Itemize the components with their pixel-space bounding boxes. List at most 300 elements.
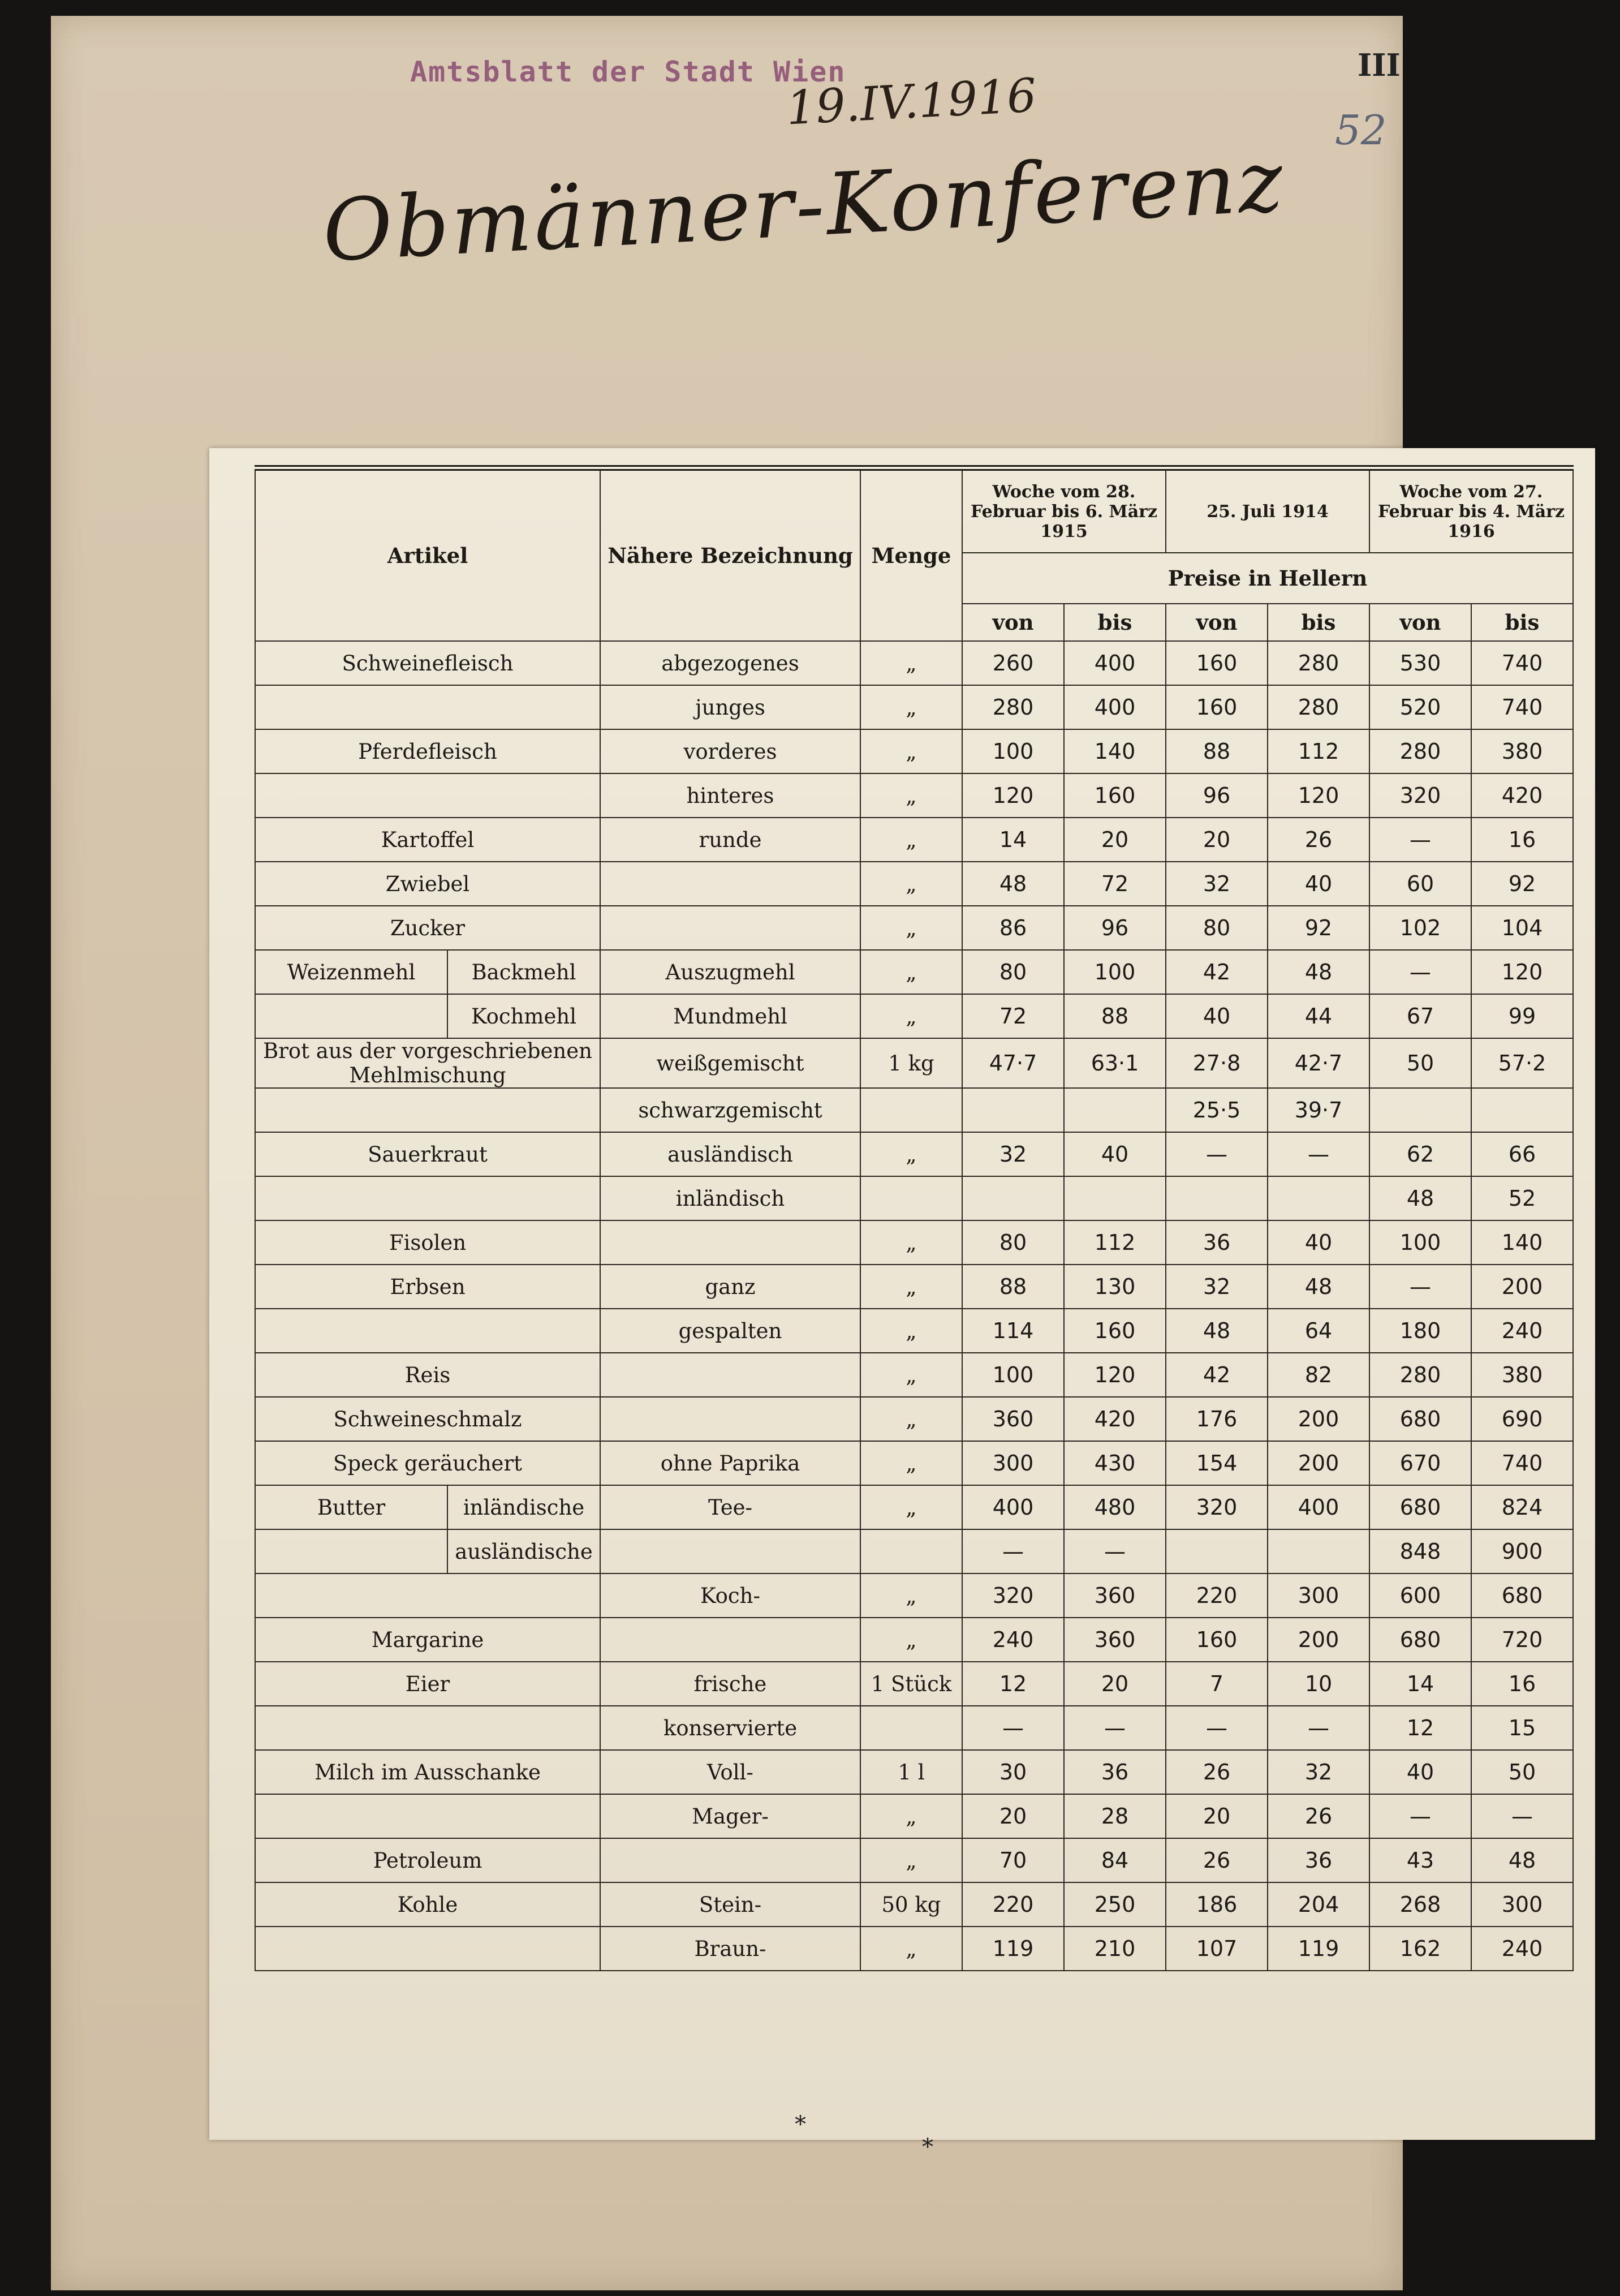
price-cell: — bbox=[962, 1529, 1064, 1573]
menge-cell: „ bbox=[860, 1397, 962, 1441]
price-cell: 27·8 bbox=[1166, 1038, 1268, 1088]
table-row bbox=[255, 1794, 1573, 1838]
table-row bbox=[255, 1618, 1573, 1662]
price-cell: 67 bbox=[1369, 994, 1471, 1038]
price-cell: 740 bbox=[1471, 685, 1573, 729]
price-cell: 96 bbox=[1064, 906, 1166, 950]
table-row bbox=[255, 1038, 1573, 1088]
price-cell: 119 bbox=[962, 1927, 1064, 1971]
artikel-cell: Weizenmehl bbox=[255, 950, 447, 994]
price-cell: 60 bbox=[1369, 862, 1471, 906]
artikel-cell: Erbsen bbox=[255, 1265, 600, 1309]
menge-cell: „ bbox=[860, 1265, 962, 1309]
price-cell: 36 bbox=[1064, 1750, 1166, 1794]
price-cell: 32 bbox=[1166, 1265, 1268, 1309]
price-cell: 300 bbox=[1268, 1573, 1369, 1618]
price-cell: 200 bbox=[1268, 1618, 1369, 1662]
price-cell: 420 bbox=[1064, 1397, 1166, 1441]
bezeichnung-cell bbox=[600, 1220, 860, 1265]
price-cell: 160 bbox=[1166, 1618, 1268, 1662]
price-cell: 92 bbox=[1471, 862, 1573, 906]
table-row bbox=[255, 1485, 1573, 1529]
artikel-cell bbox=[255, 1529, 447, 1573]
price-cell: 720 bbox=[1471, 1618, 1573, 1662]
price-cell: 680 bbox=[1369, 1618, 1471, 1662]
table-row bbox=[255, 1750, 1573, 1794]
price-cell bbox=[1064, 1176, 1166, 1220]
menge-cell: „ bbox=[860, 862, 962, 906]
bezeichnung-cell: Braun- bbox=[600, 1927, 860, 1971]
menge-cell: „ bbox=[860, 1618, 962, 1662]
price-cell: 180 bbox=[1369, 1309, 1471, 1353]
menge-cell: 1 kg bbox=[860, 1038, 962, 1088]
price-cell: — bbox=[1471, 1794, 1573, 1838]
menge-cell: 1 l bbox=[860, 1750, 962, 1794]
price-cell: 47·7 bbox=[962, 1038, 1064, 1088]
price-cell: 40 bbox=[1064, 1132, 1166, 1176]
header-menge: Menge bbox=[860, 468, 962, 641]
artikel-cell: Butter bbox=[255, 1485, 447, 1529]
price-table-body bbox=[255, 641, 1573, 1971]
artikel-cell bbox=[255, 994, 447, 1038]
artikel-cell: Sauerkraut bbox=[255, 1132, 600, 1176]
price-cell: — bbox=[1166, 1706, 1268, 1750]
bezeichnung-cell bbox=[600, 1838, 860, 1882]
price-cell: 360 bbox=[962, 1397, 1064, 1441]
price-cell: 25·5 bbox=[1166, 1088, 1268, 1132]
price-cell: 12 bbox=[962, 1662, 1064, 1706]
menge-cell: „ bbox=[860, 1838, 962, 1882]
page-number: 52 bbox=[1335, 106, 1387, 154]
price-cell: 63·1 bbox=[1064, 1038, 1166, 1088]
price-cell: 48 bbox=[962, 862, 1064, 906]
table-row bbox=[255, 1088, 1573, 1132]
table-row bbox=[255, 862, 1573, 906]
bezeichnung-cell: Voll- bbox=[600, 1750, 860, 1794]
price-cell: 26 bbox=[1166, 1838, 1268, 1882]
price-cell: 154 bbox=[1166, 1441, 1268, 1485]
price-cell: 160 bbox=[1166, 685, 1268, 729]
table-row bbox=[255, 1573, 1573, 1618]
price-cell: 32 bbox=[962, 1132, 1064, 1176]
sub-artikel-cell: inländische bbox=[447, 1485, 600, 1529]
price-cell: 480 bbox=[1064, 1485, 1166, 1529]
artikel-cell bbox=[255, 773, 600, 818]
price-cell: 43 bbox=[1369, 1838, 1471, 1882]
price-cell: 20 bbox=[1064, 1662, 1166, 1706]
sub-artikel-cell: ausländische bbox=[447, 1529, 600, 1573]
price-cell: 600 bbox=[1369, 1573, 1471, 1618]
price-cell: 240 bbox=[962, 1618, 1064, 1662]
price-cell: 42 bbox=[1166, 1353, 1268, 1397]
artikel-cell: Schweineschmalz bbox=[255, 1397, 600, 1441]
price-cell: 40 bbox=[1369, 1750, 1471, 1794]
table-row bbox=[255, 1838, 1573, 1882]
artikel-cell: Eier bbox=[255, 1662, 600, 1706]
table-row bbox=[255, 1397, 1573, 1441]
price-cell: 186 bbox=[1166, 1882, 1268, 1927]
price-cell: 240 bbox=[1471, 1309, 1573, 1353]
bezeichnung-cell: vorderes bbox=[600, 729, 860, 773]
price-cell: 104 bbox=[1471, 906, 1573, 950]
price-cell: 380 bbox=[1471, 1353, 1573, 1397]
price-cell: 220 bbox=[962, 1882, 1064, 1927]
bezeichnung-cell bbox=[600, 906, 860, 950]
price-cell: 420 bbox=[1471, 773, 1573, 818]
price-cell: 824 bbox=[1471, 1485, 1573, 1529]
table-row bbox=[255, 950, 1573, 994]
price-cell bbox=[1166, 1176, 1268, 1220]
price-cell: 40 bbox=[1268, 862, 1369, 906]
price-cell: 28 bbox=[1064, 1794, 1166, 1838]
header-artikel: Artikel bbox=[255, 468, 600, 641]
header-bis: bis bbox=[1064, 604, 1166, 641]
price-cell: 680 bbox=[1471, 1573, 1573, 1618]
price-cell: — bbox=[1166, 1132, 1268, 1176]
menge-cell: „ bbox=[860, 1309, 962, 1353]
price-cell bbox=[1166, 1529, 1268, 1573]
price-cell: 400 bbox=[1064, 641, 1166, 685]
bezeichnung-cell: junges bbox=[600, 685, 860, 729]
price-cell: 120 bbox=[1064, 1353, 1166, 1397]
price-cell: 44 bbox=[1268, 994, 1369, 1038]
price-cell: 70 bbox=[962, 1838, 1064, 1882]
bezeichnung-cell bbox=[600, 1353, 860, 1397]
price-cell: 102 bbox=[1369, 906, 1471, 950]
menge-cell: 1 Stück bbox=[860, 1662, 962, 1706]
menge-cell: „ bbox=[860, 1132, 962, 1176]
price-cell: — bbox=[1268, 1132, 1369, 1176]
price-cell: 690 bbox=[1471, 1397, 1573, 1441]
price-cell: 88 bbox=[1064, 994, 1166, 1038]
price-cell: 57·2 bbox=[1471, 1038, 1573, 1088]
header-bis: bis bbox=[1471, 604, 1573, 641]
price-cell: 300 bbox=[962, 1441, 1064, 1485]
table-row bbox=[255, 1927, 1573, 1971]
menge-cell: „ bbox=[860, 1485, 962, 1529]
price-cell: — bbox=[1268, 1706, 1369, 1750]
menge-cell: „ bbox=[860, 950, 962, 994]
price-cell: 82 bbox=[1268, 1353, 1369, 1397]
price-cell: 320 bbox=[1166, 1485, 1268, 1529]
price-cell: 120 bbox=[962, 773, 1064, 818]
price-cell: 400 bbox=[1268, 1485, 1369, 1529]
price-cell: 120 bbox=[1268, 773, 1369, 818]
table-row bbox=[255, 906, 1573, 950]
table-row bbox=[255, 1882, 1573, 1927]
price-cell: 280 bbox=[962, 685, 1064, 729]
price-cell: 16 bbox=[1471, 1662, 1573, 1706]
header-bis: bis bbox=[1268, 604, 1369, 641]
bezeichnung-cell: runde bbox=[600, 818, 860, 862]
menge-cell: „ bbox=[860, 1794, 962, 1838]
price-cell: 400 bbox=[1064, 685, 1166, 729]
bezeichnung-cell bbox=[600, 1529, 860, 1573]
menge-cell: „ bbox=[860, 1573, 962, 1618]
table-row bbox=[255, 1662, 1573, 1706]
price-cell: 40 bbox=[1268, 1220, 1369, 1265]
price-cell: 680 bbox=[1369, 1397, 1471, 1441]
price-cell: 88 bbox=[962, 1265, 1064, 1309]
header-prices: Preise in Hellern bbox=[962, 553, 1573, 604]
menge-cell: „ bbox=[860, 906, 962, 950]
price-cell: 36 bbox=[1166, 1220, 1268, 1265]
price-cell: 26 bbox=[1268, 818, 1369, 862]
price-cell: 200 bbox=[1471, 1265, 1573, 1309]
menge-cell: „ bbox=[860, 818, 962, 862]
menge-cell: „ bbox=[860, 1441, 962, 1485]
price-cell: 400 bbox=[962, 1485, 1064, 1529]
bezeichnung-cell: frische bbox=[600, 1662, 860, 1706]
bezeichnung-cell bbox=[600, 862, 860, 906]
price-cell: 200 bbox=[1268, 1441, 1369, 1485]
artikel-cell: Brot aus der vorgeschriebenen Mehlmischung bbox=[255, 1038, 600, 1088]
price-cell: 680 bbox=[1369, 1485, 1471, 1529]
sub-artikel-cell: Backmehl bbox=[447, 950, 600, 994]
price-cell: 66 bbox=[1471, 1132, 1573, 1176]
artikel-cell: Margarine bbox=[255, 1618, 600, 1662]
price-cell: 72 bbox=[1064, 862, 1166, 906]
bezeichnung-cell: ganz bbox=[600, 1265, 860, 1309]
price-cell: 92 bbox=[1268, 906, 1369, 950]
price-cell: 26 bbox=[1166, 1750, 1268, 1794]
table-row bbox=[255, 1309, 1573, 1353]
menge-cell: „ bbox=[860, 1353, 962, 1397]
table-row bbox=[255, 1132, 1573, 1176]
bezeichnung-cell: gespalten bbox=[600, 1309, 860, 1353]
artikel-cell bbox=[255, 1088, 600, 1132]
bezeichnung-cell: ausländisch bbox=[600, 1132, 860, 1176]
price-cell: — bbox=[1369, 1794, 1471, 1838]
price-cell: 160 bbox=[1064, 773, 1166, 818]
price-cell: 30 bbox=[962, 1750, 1064, 1794]
artikel-cell bbox=[255, 1794, 600, 1838]
price-cell: 72 bbox=[962, 994, 1064, 1038]
menge-cell: 50 kg bbox=[860, 1882, 962, 1927]
sub-artikel-cell: Kochmehl bbox=[447, 994, 600, 1038]
price-cell: 114 bbox=[962, 1309, 1064, 1353]
asterisk-mark: * bbox=[922, 2134, 933, 2160]
bezeichnung-cell: ohne Paprika bbox=[600, 1441, 860, 1485]
artikel-cell: Kohle bbox=[255, 1882, 600, 1927]
price-cell: 360 bbox=[1064, 1573, 1166, 1618]
price-cell: 40 bbox=[1166, 994, 1268, 1038]
price-cell: 48 bbox=[1369, 1176, 1471, 1220]
price-cell: 64 bbox=[1268, 1309, 1369, 1353]
table-row bbox=[255, 1265, 1573, 1309]
menge-cell bbox=[860, 1706, 962, 1750]
price-cell: — bbox=[1369, 818, 1471, 862]
bezeichnung-cell: Auszugmehl bbox=[600, 950, 860, 994]
menge-cell: „ bbox=[860, 1220, 962, 1265]
menge-cell: „ bbox=[860, 685, 962, 729]
price-cell: 848 bbox=[1369, 1529, 1471, 1573]
price-cell: 39·7 bbox=[1268, 1088, 1369, 1132]
price-cell: 280 bbox=[1268, 641, 1369, 685]
price-cell: 48 bbox=[1268, 950, 1369, 994]
menge-cell bbox=[860, 1529, 962, 1573]
header-von: von bbox=[1166, 604, 1268, 641]
table-row bbox=[255, 773, 1573, 818]
menge-cell: „ bbox=[860, 773, 962, 818]
table-row bbox=[255, 685, 1573, 729]
menge-cell: „ bbox=[860, 641, 962, 685]
price-cell: 280 bbox=[1369, 1353, 1471, 1397]
price-cell: 107 bbox=[1166, 1927, 1268, 1971]
price-cell: 100 bbox=[1064, 950, 1166, 994]
price-cell bbox=[1268, 1176, 1369, 1220]
header-bezeichnung: Nähere Bezeichnung bbox=[600, 468, 860, 641]
price-cell: 36 bbox=[1268, 1838, 1369, 1882]
price-cell: 7 bbox=[1166, 1662, 1268, 1706]
price-cell: 520 bbox=[1369, 685, 1471, 729]
bezeichnung-cell: Stein- bbox=[600, 1882, 860, 1927]
table-row bbox=[255, 1441, 1573, 1485]
table-row bbox=[255, 729, 1573, 773]
price-table bbox=[255, 465, 1574, 1971]
price-cell: 280 bbox=[1369, 729, 1471, 773]
price-cell: 210 bbox=[1064, 1927, 1166, 1971]
artikel-cell: Milch im Ausschanke bbox=[255, 1750, 600, 1794]
artikel-cell: Zucker bbox=[255, 906, 600, 950]
archive-stamp: Amtsblatt der Stadt Wien bbox=[410, 55, 846, 88]
price-cell: — bbox=[1064, 1706, 1166, 1750]
price-cell: 48 bbox=[1471, 1838, 1573, 1882]
price-cell: 380 bbox=[1471, 729, 1573, 773]
artikel-cell: Pferdefleisch bbox=[255, 729, 600, 773]
table-row bbox=[255, 1176, 1573, 1220]
price-cell: — bbox=[1064, 1529, 1166, 1573]
bezeichnung-cell: konservierte bbox=[600, 1706, 860, 1750]
price-cell: 12 bbox=[1369, 1706, 1471, 1750]
price-cell: 16 bbox=[1471, 818, 1573, 862]
price-cell: 100 bbox=[962, 729, 1064, 773]
artikel-cell bbox=[255, 1927, 600, 1971]
price-cell: 112 bbox=[1064, 1220, 1166, 1265]
price-cell: 176 bbox=[1166, 1397, 1268, 1441]
price-cell: 48 bbox=[1166, 1309, 1268, 1353]
menge-cell bbox=[860, 1176, 962, 1220]
price-cell: 200 bbox=[1268, 1397, 1369, 1441]
artikel-cell: Speck geräuchert bbox=[255, 1441, 600, 1485]
price-cell: 260 bbox=[962, 641, 1064, 685]
header-period-1915: Woche vom 28. Februar bis 6. März 1915 bbox=[962, 468, 1166, 553]
price-cell: 62 bbox=[1369, 1132, 1471, 1176]
price-cell: 32 bbox=[1166, 862, 1268, 906]
menge-cell: „ bbox=[860, 1927, 962, 1971]
price-cell: 300 bbox=[1471, 1882, 1573, 1927]
price-cell: 240 bbox=[1471, 1927, 1573, 1971]
table-row bbox=[255, 1353, 1573, 1397]
price-cell bbox=[962, 1176, 1064, 1220]
price-cell: 15 bbox=[1471, 1706, 1573, 1750]
price-cell: 50 bbox=[1471, 1750, 1573, 1794]
price-cell: 112 bbox=[1268, 729, 1369, 773]
price-cell: 80 bbox=[962, 1220, 1064, 1265]
price-cell: 268 bbox=[1369, 1882, 1471, 1927]
bezeichnung-cell: Koch- bbox=[600, 1573, 860, 1618]
price-cell: 48 bbox=[1268, 1265, 1369, 1309]
price-cell: 50 bbox=[1369, 1038, 1471, 1088]
price-cell bbox=[1369, 1088, 1471, 1132]
table-row bbox=[255, 1529, 1573, 1573]
price-cell: 42·7 bbox=[1268, 1038, 1369, 1088]
price-cell: 320 bbox=[962, 1573, 1064, 1618]
price-cell: 100 bbox=[1369, 1220, 1471, 1265]
price-cell: 740 bbox=[1471, 1441, 1573, 1485]
price-cell: 80 bbox=[1166, 906, 1268, 950]
header-von: von bbox=[962, 604, 1064, 641]
price-cell: 120 bbox=[1471, 950, 1573, 994]
price-cell: 20 bbox=[962, 1794, 1064, 1838]
price-cell bbox=[1471, 1088, 1573, 1132]
artikel-cell bbox=[255, 1573, 600, 1618]
handwritten-title: Obmänner-Konferenz bbox=[320, 132, 1287, 281]
bezeichnung-cell: abgezogenes bbox=[600, 641, 860, 685]
bezeichnung-cell bbox=[600, 1397, 860, 1441]
price-cell: 86 bbox=[962, 906, 1064, 950]
price-cell: 130 bbox=[1064, 1265, 1166, 1309]
artikel-cell bbox=[255, 1176, 600, 1220]
price-cell: 162 bbox=[1369, 1927, 1471, 1971]
price-cell: 140 bbox=[1471, 1220, 1573, 1265]
artikel-cell bbox=[255, 685, 600, 729]
price-cell: 670 bbox=[1369, 1441, 1471, 1485]
price-cell bbox=[1268, 1529, 1369, 1573]
price-cell: 160 bbox=[1166, 641, 1268, 685]
price-cell: 220 bbox=[1166, 1573, 1268, 1618]
price-cell: 10 bbox=[1268, 1662, 1369, 1706]
price-cell: 14 bbox=[962, 818, 1064, 862]
price-cell: 99 bbox=[1471, 994, 1573, 1038]
price-cell: 119 bbox=[1268, 1927, 1369, 1971]
bezeichnung-cell: Mundmehl bbox=[600, 994, 860, 1038]
price-cell: 140 bbox=[1064, 729, 1166, 773]
price-cell: 14 bbox=[1369, 1662, 1471, 1706]
roman-mark: III bbox=[1358, 47, 1401, 83]
price-cell: 900 bbox=[1471, 1529, 1573, 1573]
price-cell: 42 bbox=[1166, 950, 1268, 994]
price-cell: 360 bbox=[1064, 1618, 1166, 1662]
price-cell: — bbox=[962, 1706, 1064, 1750]
bezeichnung-cell: hinteres bbox=[600, 773, 860, 818]
bezeichnung-cell: schwarzgemischt bbox=[600, 1088, 860, 1132]
bezeichnung-cell: inländisch bbox=[600, 1176, 860, 1220]
bezeichnung-cell: Tee- bbox=[600, 1485, 860, 1529]
price-cell: 100 bbox=[962, 1353, 1064, 1397]
table-row bbox=[255, 1220, 1573, 1265]
header-von: von bbox=[1369, 604, 1471, 641]
newspaper-clipping bbox=[209, 448, 1595, 2160]
price-cell: 250 bbox=[1064, 1882, 1166, 1927]
bezeichnung-cell bbox=[600, 1618, 860, 1662]
price-cell bbox=[1064, 1088, 1166, 1132]
artikel-cell bbox=[255, 1706, 600, 1750]
price-cell: 20 bbox=[1166, 818, 1268, 862]
price-cell: 52 bbox=[1471, 1176, 1573, 1220]
bezeichnung-cell: weißgemischt bbox=[600, 1038, 860, 1088]
price-cell: — bbox=[1369, 950, 1471, 994]
price-cell: 88 bbox=[1166, 729, 1268, 773]
handwritten-date: 19.IV.1916 bbox=[785, 68, 1038, 136]
price-cell bbox=[962, 1088, 1064, 1132]
price-cell: 530 bbox=[1369, 641, 1471, 685]
menge-cell: „ bbox=[860, 729, 962, 773]
table-row bbox=[255, 994, 1573, 1038]
artikel-cell: Reis bbox=[255, 1353, 600, 1397]
price-cell: 740 bbox=[1471, 641, 1573, 685]
price-cell: 204 bbox=[1268, 1882, 1369, 1927]
